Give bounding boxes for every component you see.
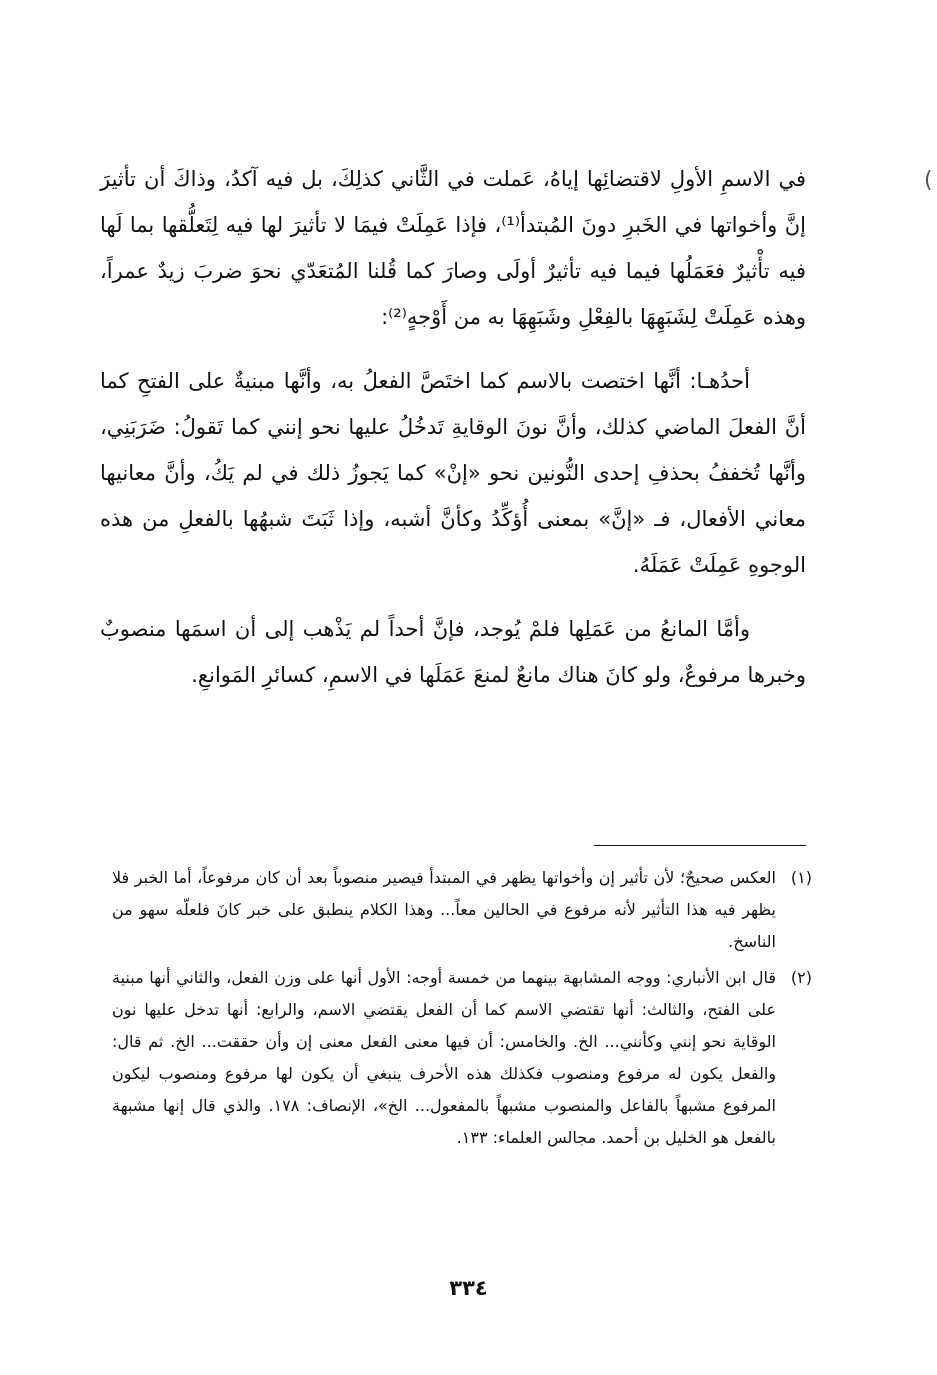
footnote-1	[112, 862, 812, 958]
body-paragraph-2: أحدُهـا: أنَّها اختصت بالاسم كما اختَصَّ الفعلُ به، وأنَّها مبنيةٌ على الفتحِ كما أنَّ الفعلَ الماضي كذلك، وأنَّ نونَ الوقايةِ تَدخُلُ عليها نحو إنني كما تَقولُ: ضَرَبَنِي، وأنَّها تُخففُ بحذفِ إحدى النُّونين نحو «إنْ» كما يَجوزُ ذلك في لم يَكُ، وأنَّ معانيها معاني الأفعال، فـ «إنَّ» بمعنى أُؤكِّدُ وكأنَّ أشبه، وإذا ثَبَتَ شبهُها بالفعلِ من هذه الوجوهِ عَمِلَتْ عَمَلَهُ.	[100, 369, 806, 577]
footnote-text: العكس صحيحٌ؛ لأن تأثير إن وأخواتها يظهر في المبتدأ فيصير منصوباً بعد أن كان مرفوعاً، أما الخبر فلا يظهر فيه هذا التأثير لأنه مرفوع في الحالين معاً... وهذا الكلام ينطبق على خبر كانَ فلعلّه سهو من الناسخ.	[112, 868, 776, 951]
main-text-block	[100, 156, 806, 716]
body-paragraph-3: وأمَّا المانعُ من عَمَلِها فلمْ يُوجد، فإنَّ أحداً لم يَذْهب إلى أن اسمَها منصوبٌ وخبرها مرفوعٌ، ولو كانَ هناك مانعٌ لمنعَ عَمَلَها في الاسمِ، كسائرِ المَوانعِ.	[100, 617, 806, 687]
footnote-2	[112, 962, 812, 1154]
body-paragraph-1: في الاسمِ الأولِ لاقتضائِها إياهُ، عَملت في الثَّاني كذلِكَ، بل فيه آكدُ، وذاكَ أن تأثيرَ إنَّ وأخواتها في الخَبرِ دونَ المُبتدأ⁽¹⁾، فإذا عَمِلَتْ فيمَا لا تأثيرَ لها فيه لِتَعلُّقها بما لَها فيه تأْثيرٌ فعَمَلُها فيما فيه تأثيرٌ أولَى وصارَ كما قُلنا المُتعَدّي نحوَ ضربَ زيدٌ عمراً، وهذه عَمِلَتْ لِشَبَهِهَا بالفِعْلِ وشَبَهِهَا به من أَوْجهٍ⁽²⁾:	[100, 167, 807, 329]
margin-bracket-mark: (	[924, 168, 933, 193]
footnote-separator	[594, 845, 806, 846]
page-number: ٣٣٤	[449, 1276, 488, 1300]
footnote-number: (٢)	[790, 968, 812, 987]
footnotes-block	[112, 862, 812, 1158]
footnote-number: (١)	[790, 868, 812, 887]
footnote-text: قال ابن الأنباري: ووجه المشابهة بينهما من خمسة أوجه: الأول أنها على وزن الفعل، والثاني أنها مبنية على الفتح، والثالث: أنها تقتضي الاسم كما أن الفعل يقتضي الاسم، والرابع: أنها تدخل عليها نون الوقاية نحو إنني وكأنني... الخ. والخامس: أن فيها معنى الفعل معنى إن وأن حققت... الخ. ثم قال: والفعل يكون له مرفوع ومنصوب فكذلك هذه الأحرف ينبغي أن يكون لها مرفوع ومنصوب ليكون المرفوع مشبهاً بالفاعل والمنصوب مشبهاً بالمفعول... الخ»، الإنصاف: ١٧٨. والذي قال إنها مشبهة بالفعل هو الخليل بن أحمد. مجالس العلماء: ١٣٣.	[112, 968, 776, 1147]
